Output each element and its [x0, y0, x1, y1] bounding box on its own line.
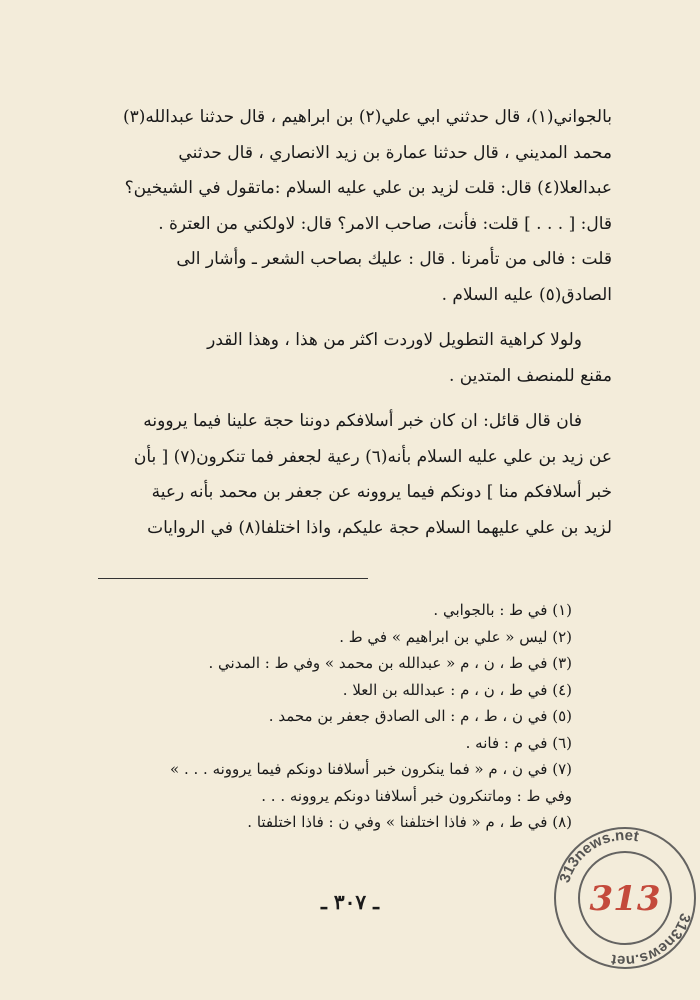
footnotes — [100, 597, 572, 836]
text-line: خبر أسلافكم منا ] دونكم فيما يروونه عن جعفر بن محمد بأنه رعية — [151, 482, 612, 502]
text-line: لزيد بن علي عليهما السلام حجة عليكم، واذا اختلفا(٨) في الروايات — [147, 517, 612, 538]
text-line: الصادق(٥) عليه السلام . — [441, 284, 612, 305]
text-line: عن زيد بن علي عليه السلام بأنه(٦) رعية لجعفر فما تنكرون(٧) [ بأن — [133, 446, 612, 467]
main-text — [100, 100, 612, 546]
footnote-8: (٨) في ط ، م « فاذا اختلفنا » وفي ن : فاذا اختلفتا . — [247, 813, 572, 831]
footnote-2: (٢) ليس « علي بن ابراهيم » في ط . — [339, 627, 572, 646]
footnote-divider — [98, 578, 368, 579]
text-line: ولولا كراهية التطويل لاوردت اكثر من هذا ، وهذا القدر — [207, 330, 582, 350]
text-line: بالجواني(١)، قال حدثني ابي علي(٢) بن ابراهيم ، قال حدثنا عبدالله(٣) — [122, 107, 612, 127]
text-line: محمد المديني ، قال حدثنا عمارة بن زيد الانصاري ، قال حدثني — [178, 142, 612, 163]
watermark-center-text: 313 — [589, 879, 661, 919]
text-line: عبدالعلا(٤) قال: قلت لزيد بن علي عليه السلام :ماتقول في الشيخين؟ — [124, 178, 612, 198]
paragraph-3 — [100, 404, 612, 546]
footnote-7: (٧) في ن ، م « فما ينكرون خبر أسلافنا دونكم فيما يروونه . . . » — [170, 760, 572, 778]
footnote-5: (٥) في ن ، ط ، م : الى الصادق جعفر بن محمد . — [268, 707, 572, 725]
footnote-3: (٣) في ط ، ن ، م « عبدالله بن محمد » وفي ط : المدني . — [208, 654, 572, 672]
text-line: مقنع للمنصف المتدين . — [448, 365, 612, 386]
paragraph-1 — [100, 100, 612, 313]
page-number: ـ ٣٠٧ ـ — [321, 890, 379, 914]
footnote-4: (٤) في ط ، ن ، م : عبدالله بن العلا . — [342, 680, 572, 699]
watermark-ring-path-text-2: 313news.net — [609, 911, 694, 970]
footnote-1: (١) في ط : بالجوابي . — [433, 601, 572, 619]
footnote-6: (٦) في م : فانه . — [465, 733, 572, 752]
paragraph-2 — [100, 323, 612, 394]
watermark-logo — [545, 818, 700, 978]
watermark-ring-path-text: 313news.net — [556, 826, 641, 885]
text-line: قلت : فالى من تأمرنا . قال : عليك بصاحب الشعر ـ وأشار الى — [176, 249, 612, 269]
text-line: قال: [ . . . ] قلت: فأنت، صاحب الامر؟ قال: لاولكني من العترة . — [158, 213, 612, 234]
footnote-7-continued: وفي ط : وماتنكرون خبر أسلافنا دونكم يروونه . . . — [261, 786, 572, 805]
text-line: فان قال قائل: ان كان خبر أسلافكم دوننا حجة علينا فيما يروونه — [143, 411, 582, 431]
